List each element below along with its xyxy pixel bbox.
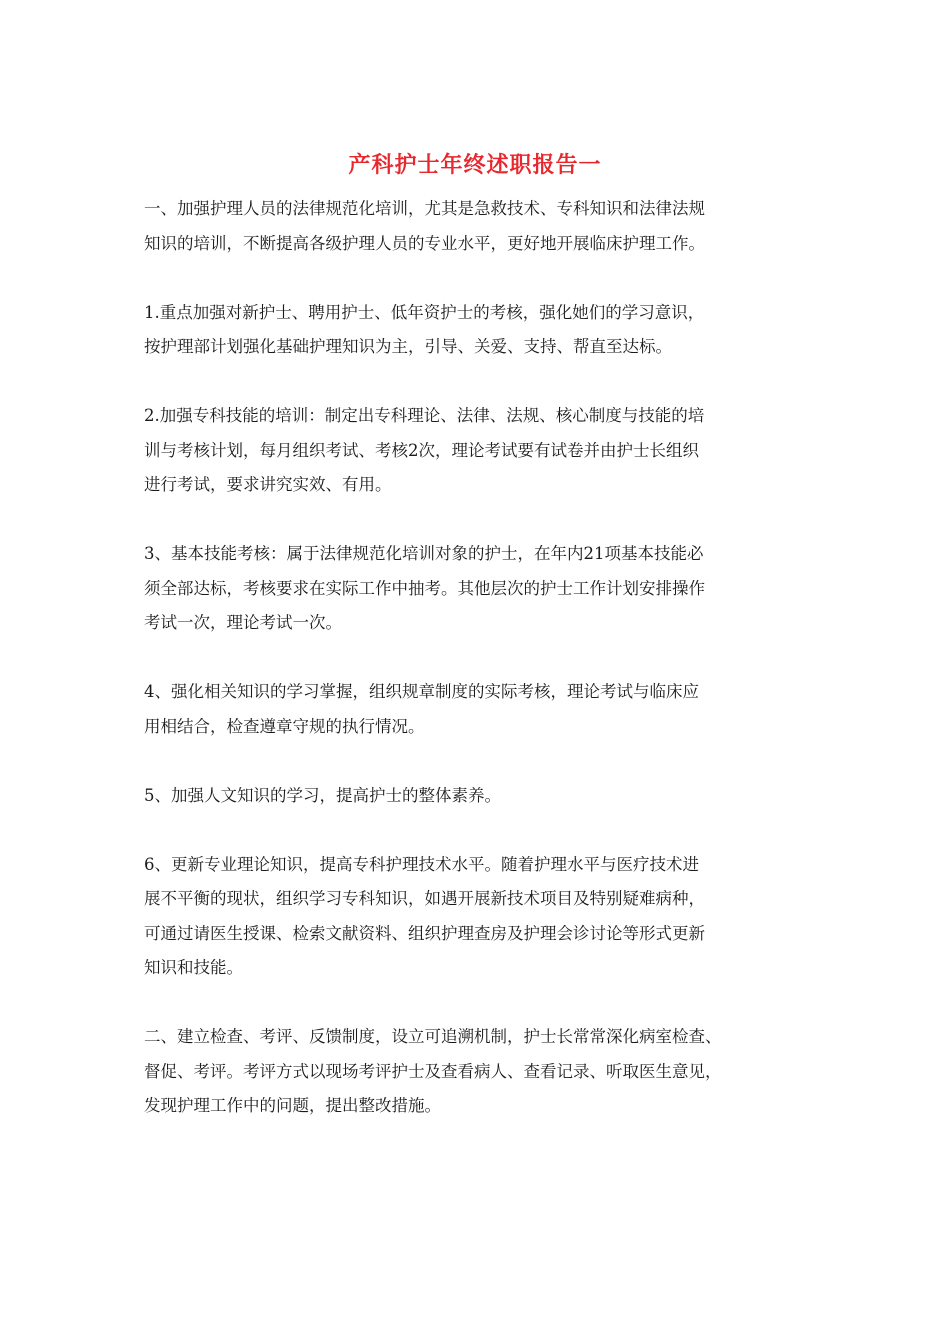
- paragraph-line: 发现护理工作中的问题，提出整改措施。: [144, 1096, 441, 1115]
- paragraph-4: [144, 537, 834, 641]
- paragraph-line: 考试一次，理论考试一次。: [144, 613, 342, 632]
- paragraph-line: 知识的培训，不断提高各级护理人员的专业水平，更好地开展临床护理工作。: [144, 233, 705, 253]
- paragraph-line: 一、加强护理人员的法律规范化培训，尤其是急救技术、专科知识和法律法规: [144, 199, 705, 218]
- paragraph-line: 用相结合，检查遵章守规的执行情况。: [144, 716, 425, 736]
- paragraph-line: 知识和技能。: [144, 958, 243, 977]
- paragraph-line: 5、加强人文知识的学习，提高护士的整体素养。: [144, 785, 501, 805]
- paragraph-5: [144, 675, 834, 744]
- paragraph-line: 1.重点加强对新护士、聘用护士、低年资护士的考核，强化她们的学习意识，: [144, 302, 705, 322]
- paragraph-line: 4、强化相关知识的学习掌握，组织规章制度的实际考核，理论考试与临床应: [144, 682, 699, 701]
- paragraph-3: [144, 399, 834, 503]
- paragraph-line: 训与考核计划，每月组织考试、考核2次，理论考试要有试卷并由护士长组织: [144, 440, 699, 460]
- document-title: 产科护士年终述职报告一: [348, 152, 602, 178]
- paragraph-line: 须全部达标，考核要求在实际工作中抽考。其他层次的护士工作计划安排操作: [144, 578, 705, 598]
- paragraph-line: 3、基本技能考核：属于法律规范化培训对象的护士，在年内21项基本技能必: [144, 544, 704, 563]
- paragraph-2: [144, 296, 834, 365]
- paragraph-line: 督促、考评。考评方式以现场考评护士及查看病人、查看记录、听取医生意见，: [144, 1061, 722, 1081]
- paragraph-7: [144, 848, 834, 986]
- paragraph-line: 进行考试，要求讲究实效、有用。: [144, 475, 392, 494]
- paragraph-1: [144, 192, 834, 261]
- paragraph-6: [144, 779, 834, 814]
- document-body: [144, 192, 834, 1158]
- paragraph-line: 展不平衡的现状，组织学习专科知识，如遇开展新技术项目及特别疑难病种，: [144, 889, 705, 908]
- paragraph-line: 二、建立检查、考评、反馈制度，设立可追溯机制，护士长常常深化病室检查、: [144, 1027, 722, 1046]
- paragraph-line: 可通过请医生授课、检索文献资料、组织护理查房及护理会诊讨论等形式更新: [144, 923, 705, 943]
- paragraph-line: 6、更新专业理论知识，提高专科护理技术水平。随着护理水平与医疗技术进: [144, 854, 699, 874]
- paragraph-line: 按护理部计划强化基础护理知识为主，引导、关爱、支持、帮直至达标。: [144, 337, 672, 356]
- paragraph-8: [144, 1020, 834, 1124]
- paragraph-line: 2.加强专科技能的培训：制定出专科理论、法律、法规、核心制度与技能的培: [144, 406, 705, 425]
